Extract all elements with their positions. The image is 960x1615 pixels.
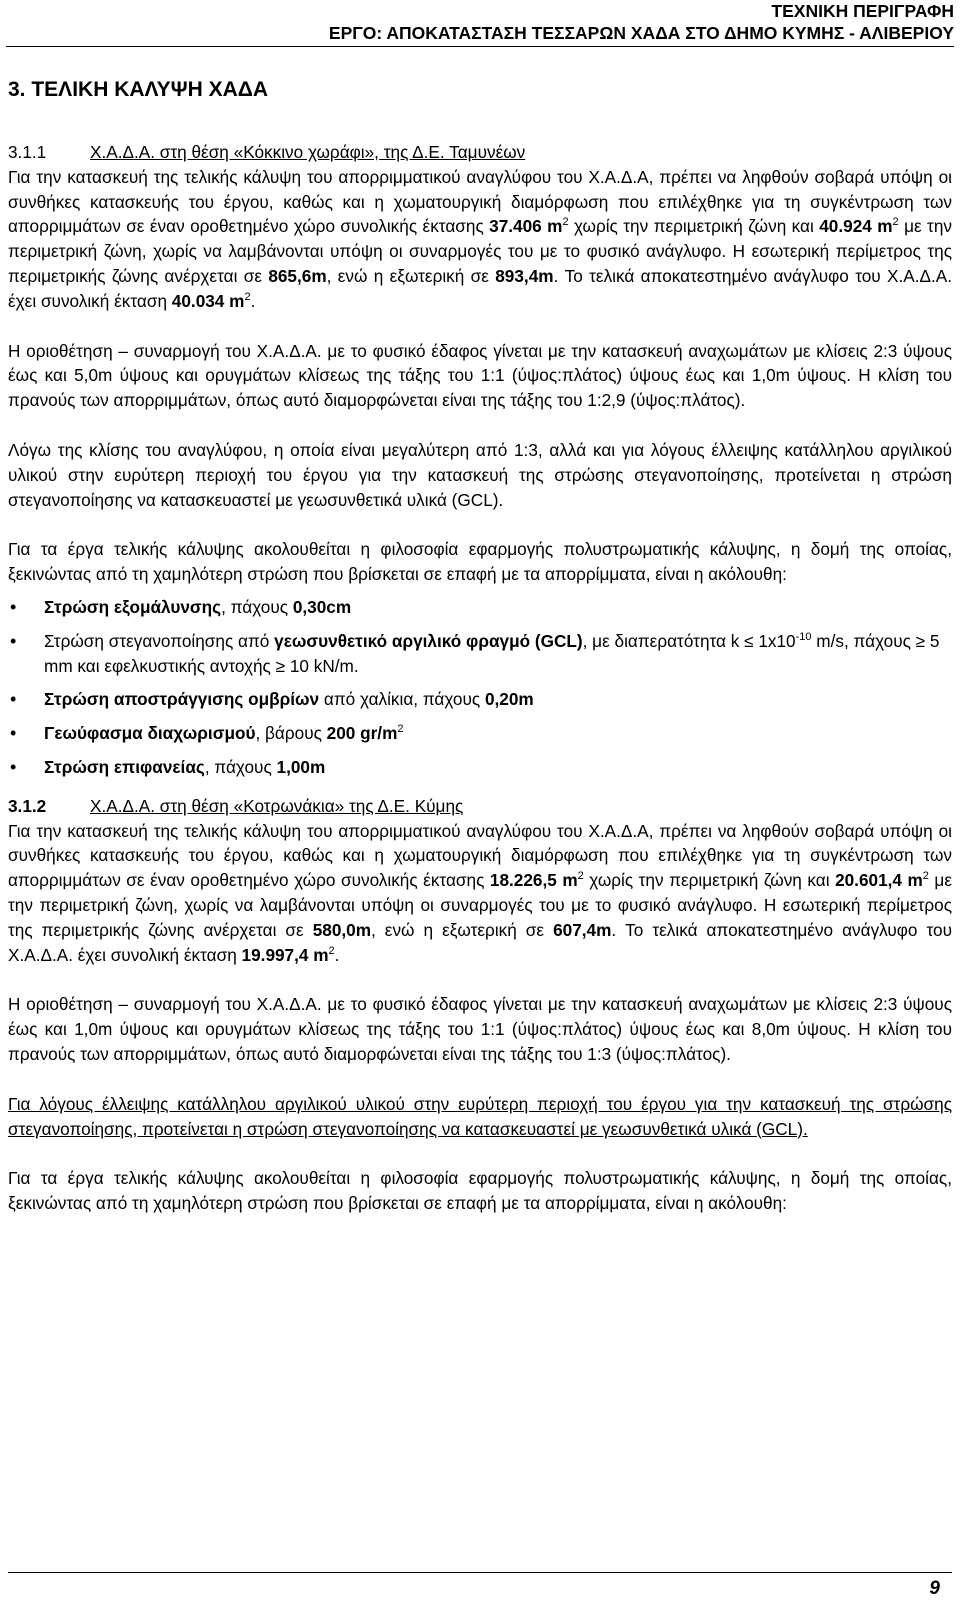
subsection-number: 3.1.1 [8,142,47,162]
subsection-number: 3.1.2 [8,795,47,816]
subsection-title: Χ.Α.Δ.Α. στη θέση «Κοτρωνάκια» της Δ.Ε. Κύμης [90,795,464,816]
paragraph: Για την κατασκευή της τελικής κάλυψη του απορριμματικού αναγλύφου του Χ.Α.Δ.Α, πρέπει να ληφθούν σοβαρά υπόψη οι συνθήκες κατασκευής του έργου, καθώς και η χωματουργική διαμόρφωση που επιλέχθηκε για τη συγκέντρωση των απορριμμάτων σε έναν οροθετημένο χώρο συνολικής έκτασης 18.226,5 $m^2$ χωρίς την περιμετρική ζώνη και 20.601,4 $m^2$ με την περιμετρική ζώνη, χωρίς να λαμβάνονται υπόψη οι συναρμογές του με το φυσικό ανάγλυφο. Η εσωτερική περίμετρος της περιμετρικής ζώνης ανέρχεται σε 580,0m, ενώ η εξωτερική σε 607,4m. Το τελικά αποκατεστημένο ανάγλυφο του Χ.Α.Δ.Α. έχει συνολική έκταση 19.997,4 $m^2$. [8,820,952,965]
footer-rule [8,1572,952,1573]
document-body [8,140,952,1216]
list-item: • Στρώση επιφανείας, πάχους 1,00m [8,755,952,780]
list-item: • Στρώση στεγανοποίησης από γεωσυνθετικό αργιλικό φραγμό (GCL), με διαπερατότητα $k \le 1x10^{-10}$ m/s, πάχους ≥ 5 mm και εφελκυστικής αντοχής ≥ 10 kN/m. [8,629,952,679]
page-number: 9 [929,1578,940,1599]
paragraph: Για λόγους έλλειψης κατάλληλου αργιλικού υλικού στην ευρύτερη περιοχή του έργου για την κατασκευή της στρώσης στεγανοποίησης, προτείνεται η στρώση στεγανοποίησης να κατασκευαστεί με γεωσυνθετικά υλικά (GCL). [8,1093,952,1139]
paragraph: Για τα έργα τελικής κάλυψης ακολουθείται η φιλοσοφία εφαρμογής πολυστρωματικής κάλυψης, η δομή της οποίας, ξεκινώντας από τη χαμηλότερη στρώση που βρίσκεται σε επαφή με τα απορρίμματα, είναι η ακόλουθη: [8,1168,952,1214]
paragraph: Η οριοθέτηση – συναρμογή του Χ.Α.Δ.Α. με το φυσικό έδαφος γίνεται με την κατασκευή αναχωμάτων με κλίσεις 2:3 ύψους έως και 1,0m ύψους και ορυγμάτων κλίσεως της τάξης του 1:1 (ύψος:πλάτος) ύψους έως και 8,0m ύψους. Η κλίση του πρανούς των απορριμμάτων, όπως αυτό διαμορφώνεται είναι της τάξης του 1:3 (ύψος:πλάτος). [8,994,952,1064]
paragraph: Για τα έργα τελικής κάλυψης ακολουθείται η φιλοσοφία εφαρμογής πολυστρωματικής κάλυψης, η δομή της οποίας, ξεκινώντας από τη χαμηλότερη στρώση που βρίσκεται σε επαφή με τα απορρίμματα, είναι η ακόλουθη: [8,539,952,585]
subsection-heading-1 [8,140,952,165]
subsection-title: Χ.Α.Δ.Α. στη θέση «Κόκκινο χωράφι», της Δ.Ε. Ταμυνέων [90,142,526,162]
paragraph: Λόγω της κλίσης του αναγλύφου, η οποία είναι μεγαλύτερη από 1:3, αλλά και για λόγους έλλειψης κατάλληλου αργιλικού υλικού στην ευρύτερη περιοχή του έργου για την κατασκευή της στρώσης στεγανοποίησης, προτείνεται η στρώση στεγανοποίησης να κατασκευαστεί με γεωσυνθετικά υλικά (GCL). [8,439,952,510]
paragraph: Για την κατασκευή της τελικής κάλυψη του απορριμματικού αναγλύφου του Χ.Α.Δ.Α, πρέπει να ληφθούν σοβαρά υπόψη οι συνθήκες κατασκευής του έργου, καθώς και η χωματουργική διαμόρφωση που επιλέχθηκε για τη συγκέντρωση των απορριμμάτων σε έναν οροθετημένο χώρο συνολικής έκτασης 37.406 $m^2$ χωρίς την περιμετρική ζώνη και 40.924 $m^2$ με την περιμετρική ζώνη, χωρίς να λαμβάνονται υπόψη οι συναρμογές του με το φυσικό ανάγλυφο. Η εσωτερική περίμετρος της περιμετρικής ζώνης ανέρχεται σε 865,6m, ενώ η εξωτερική σε 893,4m. Το τελικά αποκατεστημένο ανάγλυφο του Χ.Α.Δ.Α. έχει συνολική έκταση 40.034 $m^2$. [8,166,953,311]
list-item: • Στρώση εξομάλυνσης, πάχους 0,30cm [8,595,952,620]
list-item: • Γεωύφασμα διαχωρισμού, βάρους 200 $gr/m^2$ [8,721,952,746]
header-title: ΤΕΧΝΙΚΗ ΠΕΡΙΓΡΑΦΗ [771,1,954,21]
subsection-heading-2 [8,794,952,819]
header-project: ΕΡΓΟ: ΑΠΟΚΑΤΑΣΤΑΣΗ ΤΕΣΣΑΡΩΝ ΧΑΔΑ ΣΤΟ ΔΗΜΟ ΚΥΜΗΣ - ΑΛΙΒΕΡΙΟΥ [328,23,954,43]
list-item: • Στρώση αποστράγγισης ομβρίων από χαλίκια, πάχους 0,20m [8,687,952,712]
page-header [6,0,954,47]
layer-list [8,595,952,780]
paragraph: Η οριοθέτηση – συναρμογή του Χ.Α.Δ.Α. με το φυσικό έδαφος γίνεται με την κατασκευή αναχωμάτων με κλίσεις 2:3 ύψους έως και 5,0m ύψους και ορυγμάτων κλίσεως της τάξης του 1:1 (ύψος:πλάτος) ύψους έως και 1,0m ύψους. Η κλίση του πρανούς των απορριμμάτων, όπως αυτό διαμορφώνεται είναι της τάξης του 1:2,9 (ύψος:πλάτος). [8,340,952,411]
section-heading: 3. ΤΕΛΙΚΗ ΚΑΛΥΨΗ ΧΑΔΑ [8,78,269,101]
